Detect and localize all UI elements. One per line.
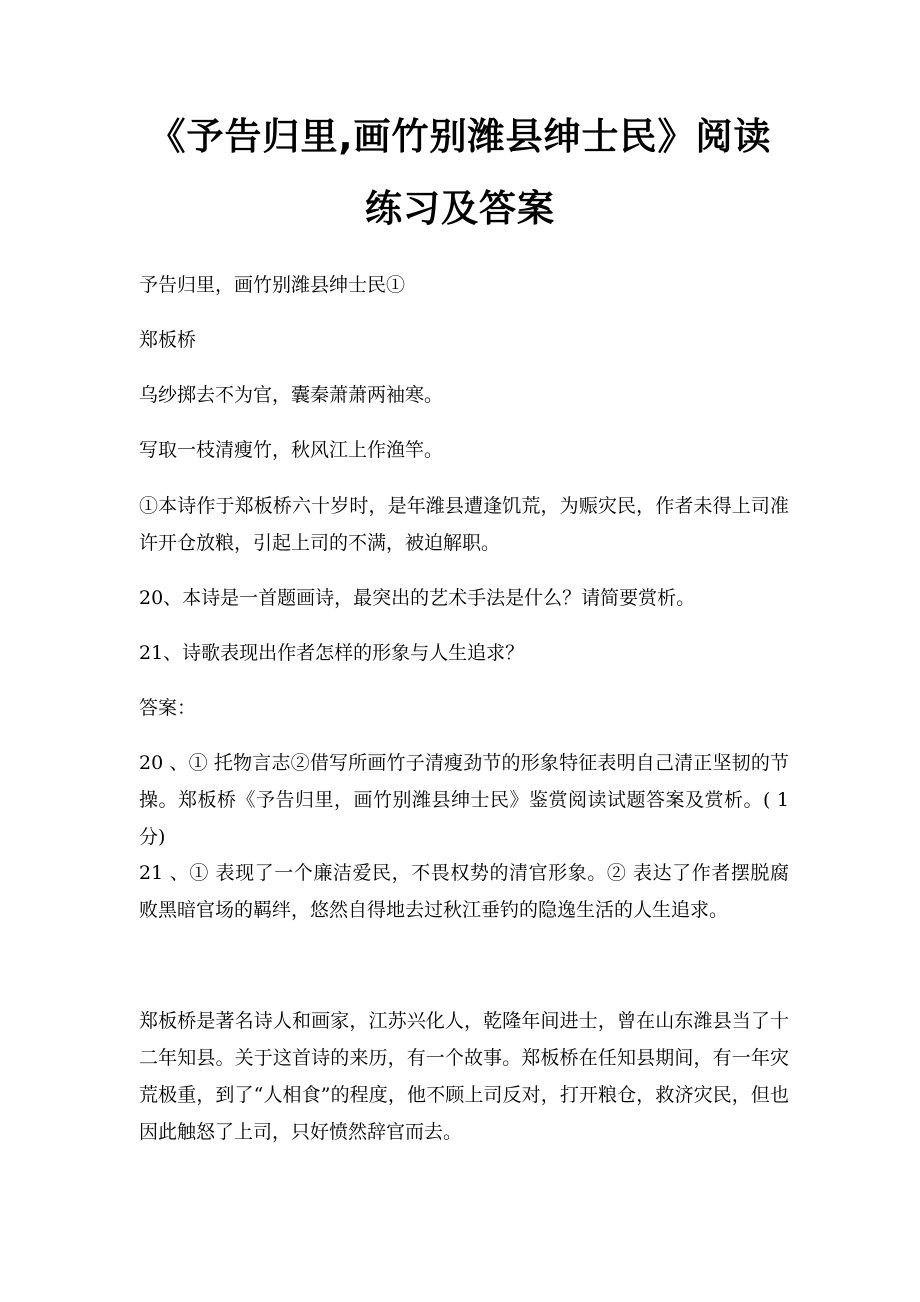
poem-line-2: 写取一枝清瘦竹，秋风江上作渔竿。 [139, 439, 444, 461]
question-20: 20、本诗是一首题画诗，最突出的艺术手法是什么？请简要赏析。 [139, 587, 696, 609]
document-title-line-1: 《予告归里,画竹别潍县绅士民》阅读 [148, 115, 772, 158]
poem-author: 郑板桥 [139, 329, 197, 351]
question-21: 21、诗歌表现出作者怎样的形象与人生追求？ [139, 642, 525, 664]
poem-title: 予告归里，画竹别潍县绅士民① [139, 274, 406, 296]
answer-21: 21 、① 表现了一个廉洁爱民，不畏权势的清官形象。② 表达了作者摆脱腐败黑暗官场的羁绊，悠然自得地去过秋江垂钓的隐逸生活的人生追求。 [139, 862, 789, 921]
background-paragraph: 郑板桥是著名诗人和画家，江苏兴化人，乾隆年间进士，曾在山东潍县当了十二年知县。关于这首诗的来历，有一个故事。郑板桥在任知县期间，有一年灾荒极重，到了“人相食”的程度，他不顾上司反对，打开粮仓，救济灾民，但也因此触怒了上司，只好愤然辞官而去。 [139, 1010, 789, 1143]
answer-heading: 答案： [139, 697, 197, 719]
poem-line-1: 乌纱掷去不为官，囊秦萧萧两袖寒。 [139, 384, 444, 406]
poem-footnote: ①本诗作于郑板桥六十岁时，是年潍县遭逢饥荒，为赈灾民，作者未得上司准许开仓放粮，引起上司的不满，被迫解职。 [139, 495, 789, 554]
answer-20: 20 、① 托物言志②借写所画竹子清瘦劲节的形象特征表明自己清正坚韧的节操。郑板桥《予告归里，画竹别潍县绅士民》鉴赏阅读试题答案及赏析。( 1 分) [139, 752, 789, 848]
document-title-line-2: 练习及答案 [365, 187, 555, 230]
